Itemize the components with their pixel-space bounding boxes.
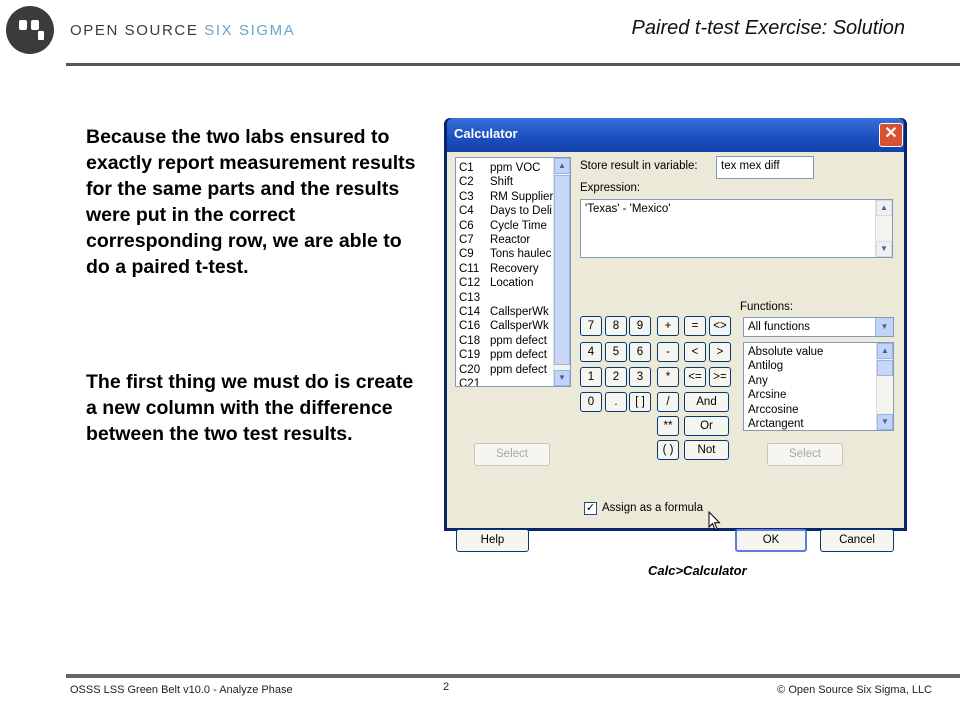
footer-copyright: © Open Source Six Sigma, LLC xyxy=(777,684,932,696)
variable-column-id: C9 xyxy=(459,248,474,261)
expression-text: 'Texas' - 'Mexico' xyxy=(585,203,671,215)
variable-column-id: C14 xyxy=(459,306,481,318)
scroll-up-icon[interactable]: ▲ xyxy=(877,343,893,359)
variables-list[interactable] xyxy=(455,157,571,387)
key-and[interactable]: And xyxy=(684,392,729,412)
scroll-thumb[interactable] xyxy=(554,175,570,365)
key-6[interactable]: 6 xyxy=(629,342,651,362)
logo-text xyxy=(70,22,295,39)
variable-name: Recovery xyxy=(490,262,539,275)
select-variable-button[interactable]: Select xyxy=(474,443,550,466)
variable-column-id: C18 xyxy=(459,334,481,347)
expression-input[interactable] xyxy=(580,199,893,258)
variable-name: Days to Deli xyxy=(490,205,552,218)
key-8[interactable]: 8 xyxy=(605,316,627,336)
variable-item[interactable] xyxy=(459,363,547,377)
scroll-up-icon[interactable]: ▲ xyxy=(876,200,892,216)
key-divide[interactable]: / xyxy=(657,392,679,412)
variable-name: ppm defect xyxy=(490,334,547,347)
ok-button[interactable]: OK xyxy=(735,529,807,552)
variable-item[interactable] xyxy=(459,319,549,333)
expression-label: Expression: xyxy=(580,182,641,194)
check-icon: ✓ xyxy=(585,502,596,514)
logo-text-main: OPEN SOURCE xyxy=(70,22,205,39)
variable-item[interactable] xyxy=(459,291,490,305)
variable-item[interactable] xyxy=(459,161,541,175)
scroll-down-icon[interactable]: ▼ xyxy=(554,370,570,386)
slide-title: Paired t-test Exercise: Solution xyxy=(631,17,905,39)
variable-item[interactable] xyxy=(459,175,513,189)
key-greater-than[interactable]: > xyxy=(709,342,731,362)
variable-name: Location xyxy=(490,277,534,290)
dialog-title: Calculator xyxy=(454,126,518,141)
chevron-down-icon[interactable]: ▼ xyxy=(875,318,893,336)
key-7[interactable]: 7 xyxy=(580,316,602,336)
key-greater-equal[interactable]: >= xyxy=(709,367,731,387)
variable-column-id: C4 xyxy=(459,205,474,218)
variable-item[interactable] xyxy=(459,247,551,261)
variable-column-id: C7 xyxy=(459,234,474,246)
mouse-cursor-icon xyxy=(708,511,722,531)
key-less-than[interactable]: < xyxy=(684,342,706,362)
key-minus[interactable]: - xyxy=(657,342,679,362)
logo-icon xyxy=(6,6,54,54)
variable-column-id: C19 xyxy=(459,349,481,362)
key-9[interactable]: 9 xyxy=(629,316,651,336)
key-not-equal[interactable]: <> xyxy=(709,316,731,336)
variable-column-id: C11 xyxy=(459,262,480,275)
variable-item[interactable] xyxy=(459,334,547,348)
function-item[interactable]: Arccosine xyxy=(748,403,799,416)
header-divider xyxy=(66,63,960,66)
help-button[interactable]: Help xyxy=(456,529,529,552)
functions-dropdown[interactable] xyxy=(743,317,894,337)
variable-item[interactable] xyxy=(459,262,539,276)
expression-scrollbar[interactable] xyxy=(875,200,892,257)
key-1[interactable]: 1 xyxy=(580,367,602,387)
dialog-client-area xyxy=(447,152,904,546)
function-item[interactable]: Antilog xyxy=(748,360,784,373)
assign-formula-checkbox[interactable] xyxy=(584,502,597,515)
close-icon: ✕ xyxy=(884,125,898,142)
function-item[interactable]: Any xyxy=(748,374,768,387)
variable-item[interactable] xyxy=(459,233,530,247)
variable-column-id: C21 xyxy=(459,378,481,387)
scroll-down-icon[interactable]: ▼ xyxy=(876,241,892,257)
store-result-label: Store result in variable: xyxy=(580,160,698,172)
function-item[interactable]: Absolute value xyxy=(748,346,824,358)
variable-column-id: C13 xyxy=(459,291,481,304)
assign-formula-label: Assign as a formula xyxy=(602,502,703,514)
cancel-button[interactable]: Cancel xyxy=(820,529,894,552)
body-paragraph-1: Because the two labs ensured to exactly report measurement results for the same parts and the results were put in the correct corresponding row, we are able to do a paired t-test. xyxy=(86,126,416,278)
screenshot-caption: Calc>Calculator xyxy=(648,563,747,578)
body-paragraph-2: The first thing we must do is create a new column with the difference between the two test results. xyxy=(86,371,414,445)
variable-column-id: C16 xyxy=(459,320,481,333)
key-multiply[interactable]: * xyxy=(657,367,679,387)
variable-item[interactable] xyxy=(459,204,552,218)
variables-scrollbar[interactable] xyxy=(553,158,570,386)
key-or[interactable]: Or xyxy=(684,416,729,436)
key-5[interactable]: 5 xyxy=(605,342,627,362)
select-function-button[interactable]: Select xyxy=(767,443,843,466)
variable-item[interactable] xyxy=(459,219,547,233)
key-decimal[interactable]: . xyxy=(605,392,627,412)
key-power[interactable]: ** xyxy=(657,416,679,436)
key-brackets[interactable]: [ ] xyxy=(629,392,651,412)
scroll-thumb[interactable] xyxy=(877,360,893,376)
variable-item[interactable] xyxy=(459,276,533,290)
variable-name: CallsperWk xyxy=(490,320,549,333)
variable-column-id: C2 xyxy=(459,176,474,189)
close-button[interactable] xyxy=(879,123,903,147)
store-result-input[interactable]: tex mex diff xyxy=(716,156,814,179)
functions-list[interactable] xyxy=(743,342,894,431)
variable-column-id: C12 xyxy=(459,277,481,290)
variable-column-id: C1 xyxy=(459,162,474,174)
footer-course-title: OSSS LSS Green Belt v10.0 - Analyze Phase xyxy=(70,684,293,696)
key-4[interactable]: 4 xyxy=(580,342,602,362)
calculator-dialog xyxy=(444,118,907,546)
variable-item[interactable] xyxy=(459,348,547,362)
variable-column-id: C6 xyxy=(459,219,474,232)
variable-item[interactable] xyxy=(459,377,490,387)
variable-name: RM Supplier xyxy=(490,190,554,203)
function-item[interactable]: Arcsine xyxy=(748,389,787,402)
variable-item[interactable] xyxy=(459,190,553,204)
key-3[interactable]: 3 xyxy=(629,367,651,387)
variable-name: Cycle Time xyxy=(490,219,547,232)
key-equals[interactable]: = xyxy=(684,316,706,336)
page-number: 2 xyxy=(443,681,450,693)
variable-name: ppm defect xyxy=(490,349,547,362)
dialog-titlebar[interactable] xyxy=(447,118,904,152)
function-item[interactable]: Arctangent xyxy=(748,418,804,430)
functions-dropdown-value: All functions xyxy=(748,321,811,333)
variable-name: Tons haulec xyxy=(490,248,552,261)
key-0[interactable]: 0 xyxy=(580,392,602,412)
variable-name: CallsperWk xyxy=(490,306,549,318)
functions-scrollbar[interactable] xyxy=(876,343,893,430)
variable-name: Reactor xyxy=(490,234,531,246)
variable-name: ppm VOC xyxy=(490,162,541,174)
variable-item[interactable] xyxy=(459,305,549,319)
variable-column-id: C20 xyxy=(459,363,481,376)
functions-label: Functions: xyxy=(740,301,794,313)
variable-name: ppm defect xyxy=(490,363,547,376)
key-not[interactable]: Not xyxy=(684,440,729,460)
footer-divider xyxy=(66,674,960,678)
scroll-up-icon[interactable]: ▲ xyxy=(554,158,570,174)
logo-text-accent: SIX SIGMA xyxy=(204,22,296,39)
key-plus[interactable]: + xyxy=(657,316,679,336)
key-less-equal[interactable]: <= xyxy=(684,367,706,387)
key-2[interactable]: 2 xyxy=(605,367,627,387)
scroll-down-icon[interactable]: ▼ xyxy=(877,414,893,430)
key-parentheses[interactable]: ( ) xyxy=(657,440,679,460)
variable-name: Shift xyxy=(490,176,514,189)
variable-column-id: C3 xyxy=(459,190,474,203)
